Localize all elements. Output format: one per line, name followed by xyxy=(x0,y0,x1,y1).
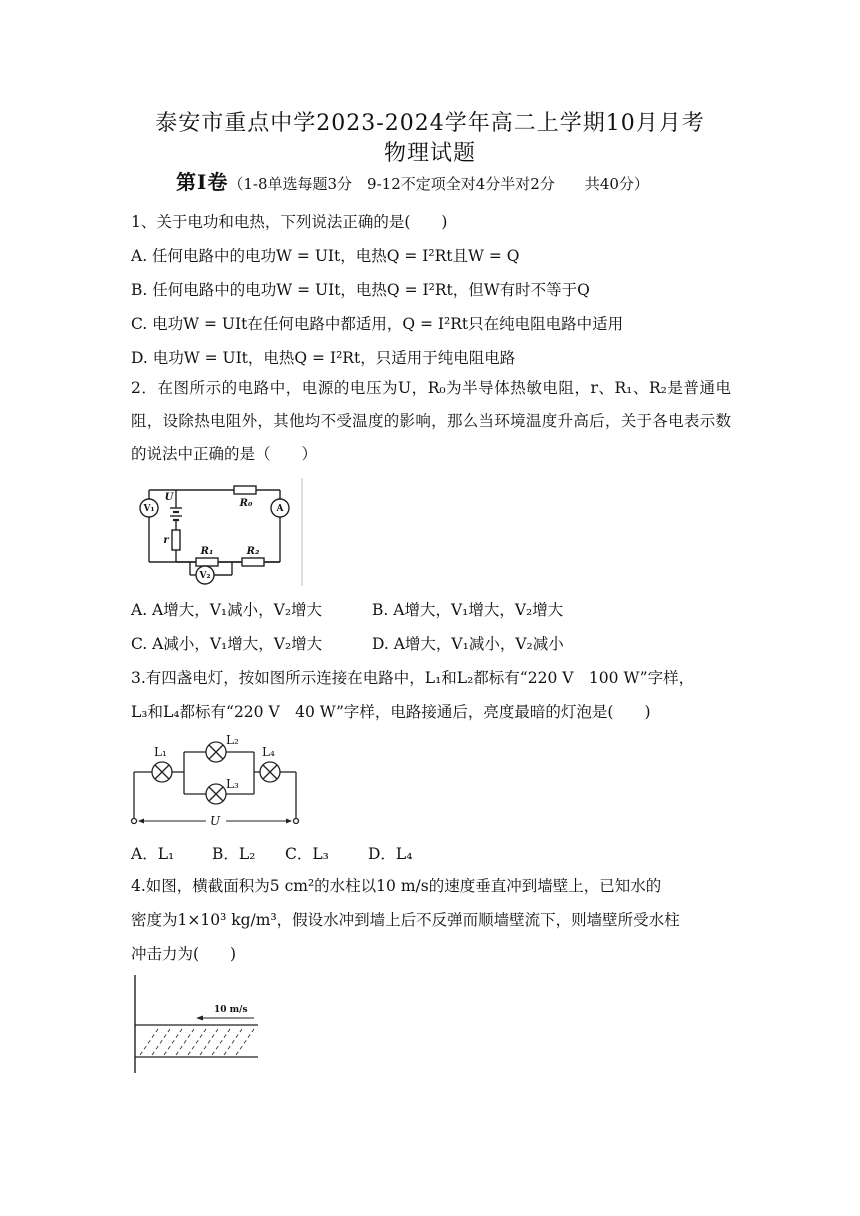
q1-option-b: B. 任何电路中的电功W = UIt，电热Q = I²Rt，但W有时不等于Q xyxy=(131,281,590,299)
label-u: U xyxy=(164,492,174,503)
q4-stem-line2: 密度为1×10³ kg/m³，假设水冲到墙上后不反弹而顺墙壁流下，则墙壁所受水柱 xyxy=(131,911,680,929)
q3-option-b: B．L₂ xyxy=(212,845,256,863)
label-a: A xyxy=(276,504,284,514)
q2-stem: 2．在图所示的电路中，电源的电压为U，R₀为半导体热敏电阻，r、R₁、R₂是普通电阻，设除热电阻外，其他均不受温度的影响，那么当环境温度升高后，关于各电表示数的说法中正确的是（ ） xyxy=(131,379,731,463)
label-v1: V₁ xyxy=(143,504,155,514)
label-l2: L₂ xyxy=(226,733,239,747)
section-note: （1-8单选每题3分 9-12不定项全对4分半对2分 共40分） xyxy=(228,175,649,193)
label-r1: R₁ xyxy=(200,546,214,557)
q3-option-a: A．L₁ xyxy=(131,845,175,863)
q3-option-d: D．L₄ xyxy=(368,845,413,863)
speed-label: 10 m/s xyxy=(214,1005,248,1015)
label-l3: L₃ xyxy=(226,777,239,791)
q3-stem-line1: 3.有四盏电灯，按如图所示连接在电路中，L₁和L₂都标有“220 V 100 W”字样， xyxy=(131,669,695,687)
q4-stem-line3: 冲击力为( ) xyxy=(131,945,237,963)
label-l4: L₄ xyxy=(262,745,275,759)
label-u: U xyxy=(210,814,221,828)
q2-option-d: D. A增大，V₁减小，V₂减小 xyxy=(372,635,564,653)
q4-stem-line1: 4.如图，横截面积为5 cm²的水柱以10 m/s的速度垂直冲到墙壁上，已知水的 xyxy=(131,877,662,895)
q4-water-jet-figure xyxy=(130,975,260,1075)
q1-option-d: D. 电功W = UIt，电热Q = I²Rt，只适用于纯电阻电路 xyxy=(131,349,516,367)
q2-option-b: B. A增大，V₁增大，V₂增大 xyxy=(372,601,564,619)
q2-option-c: C. A减小，V₁增大，V₂增大 xyxy=(131,635,323,653)
exam-subtitle: 物理试题 xyxy=(383,141,476,166)
q3-lamp-circuit-figure xyxy=(130,732,300,832)
label-r0: R₀ xyxy=(239,498,253,509)
label-r: r xyxy=(163,535,169,546)
label-l1: L₁ xyxy=(154,745,167,759)
q1-option-a: A. 任何电路中的电功W = UIt，电热Q = I²Rt且W = Q xyxy=(131,247,520,265)
q2-circuit-figure xyxy=(130,478,305,588)
q2-option-a: A. A增大，V₁减小，V₂增大 xyxy=(131,601,323,619)
section-label: 第Ⅰ卷 xyxy=(176,170,229,194)
q1-option-c: C. 电功W = UIt在任何电路中都适用，Q = I²Rt只在纯电阻电路中适用 xyxy=(131,315,624,333)
q3-stem-line2: L₃和L₄都标有“220 V 40 W”字样，电路接通后，亮度最暗的灯泡是( ) xyxy=(131,703,651,721)
label-r2: R₂ xyxy=(246,546,260,557)
q1-stem: 1、关于电功和电热，下列说法正确的是( ) xyxy=(131,213,448,231)
section-header xyxy=(176,166,649,195)
q3-option-c: C．L₃ xyxy=(285,845,329,863)
exam-title: 泰安市重点中学2023-2024学年高二上学期10月月考 xyxy=(155,111,705,136)
label-v2: V₂ xyxy=(199,571,211,581)
